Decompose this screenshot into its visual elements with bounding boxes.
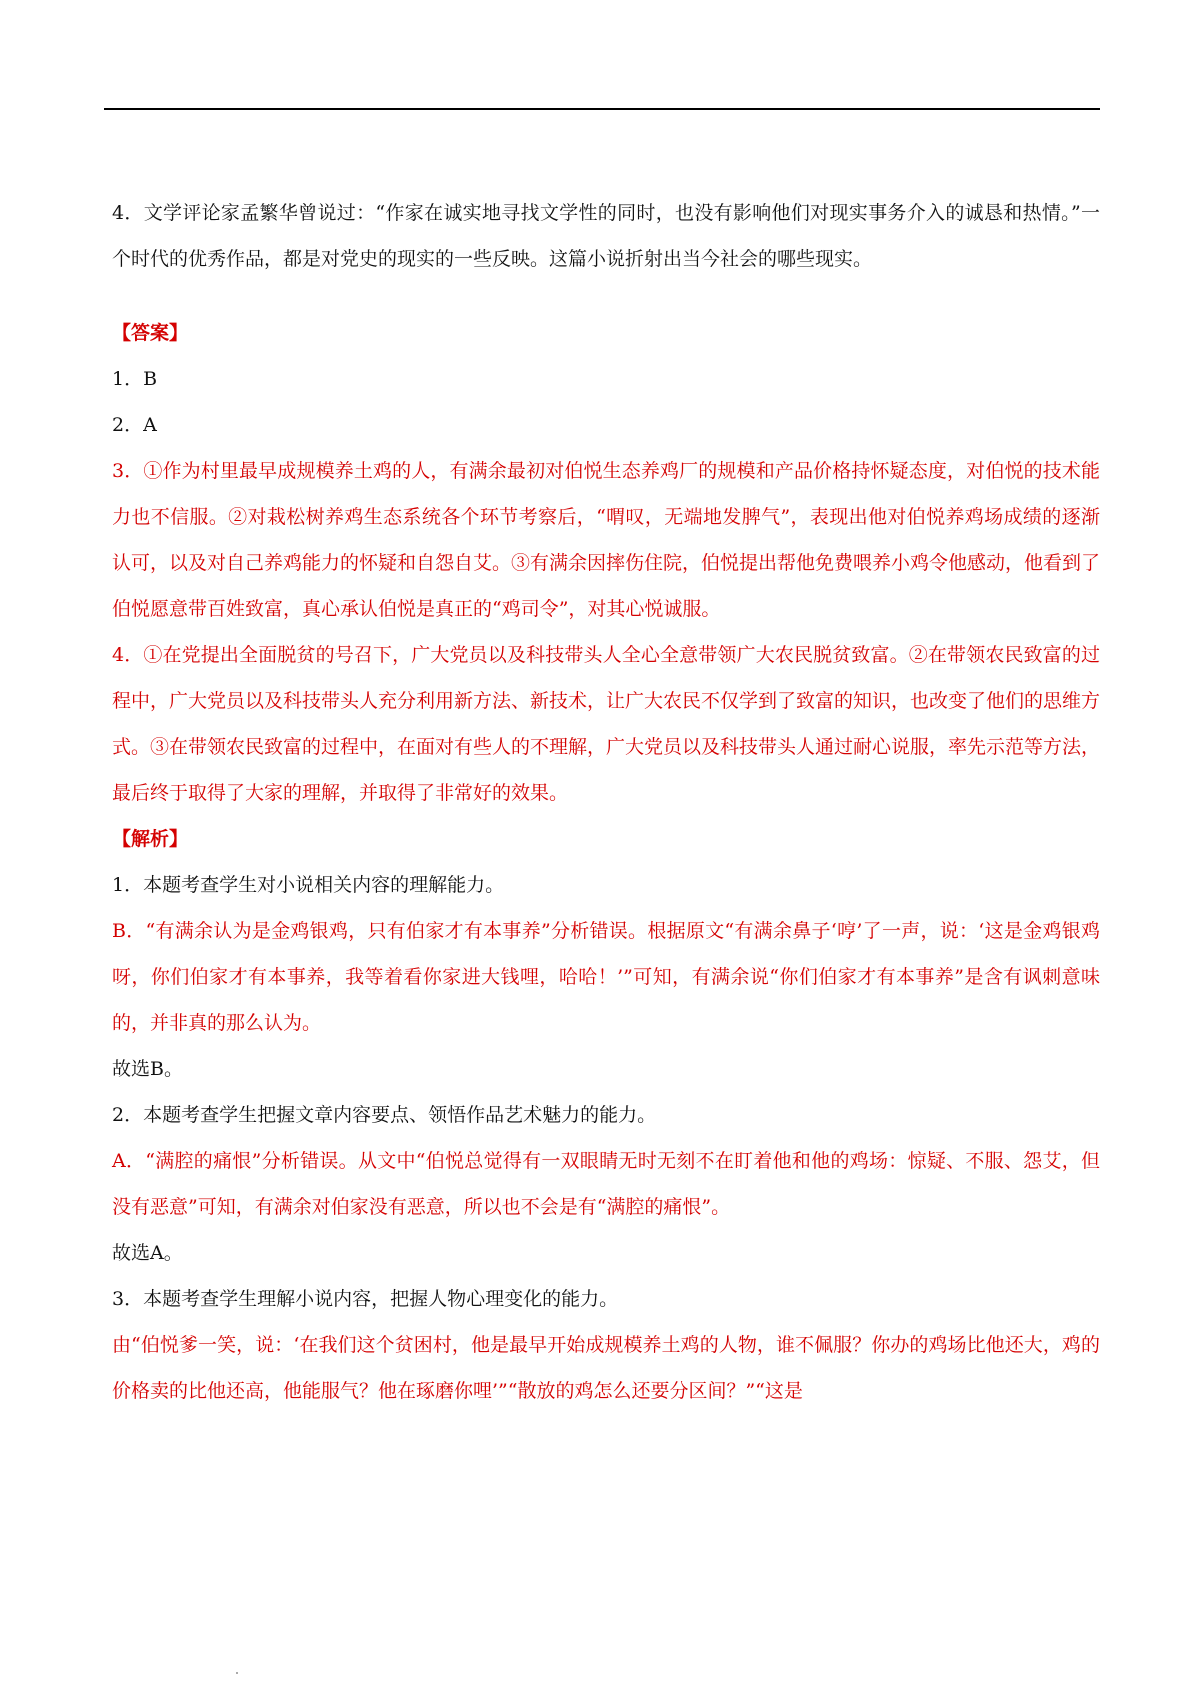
analysis-1-body: B．“有满余认为是金鸡银鸡，只有伯家才有本事养”分析错误。根据原文“有满余鼻子‘哼’了一声，说：‘这是金鸡银鸡呀，你们伯家才有本事养，我等着看你家进大钱哩，哈哈！’”可知，有满余说“你们伯家才有本事养”是含有讽刺意味的，并非真的那么认为。 bbox=[112, 920, 1100, 1034]
header-rule bbox=[104, 108, 1100, 110]
analysis-2-intro: 2．本题考查学生把握文章内容要点、领悟作品艺术魅力的能力。 bbox=[112, 1104, 657, 1126]
analysis-3-intro: 3．本题考查学生理解小说内容，把握人物心理变化的能力。 bbox=[112, 1288, 619, 1310]
answer-heading: 【答案】 bbox=[112, 322, 189, 344]
answer-1: 1．B bbox=[112, 368, 158, 390]
analysis-2-choice: 故选A。 bbox=[112, 1242, 183, 1264]
analysis-heading: 【解析】 bbox=[112, 828, 189, 850]
document-content bbox=[112, 190, 1100, 1414]
answer-3: 3．①作为村里最早成规模养土鸡的人，有满余最初对伯悦生态养鸡厂的规模和产品价格持怀疑态度，对伯悦的技术能力也不信服。②对栽松树养鸡生态系统各个环节考察后，“喟叹，无端地发脾气”，表现出他对伯悦养鸡场成绩的逐渐认可，以及对自己养鸡能力的怀疑和自怨自艾。③有满余因摔伤住院，伯悦提出帮他免费喂养小鸡令他感动，他看到了伯悦愿意带百姓致富，真心承认伯悦是真正的“鸡司令”，对其心悦诚服。 bbox=[112, 460, 1101, 620]
analysis-2-body: A．“满腔的痛恨”分析错误。从文中“伯悦总觉得有一双眼睛无时无刻不在盯着他和他的鸡场：惊疑、不服、怨艾，但没有恶意”可知，有满余对伯家没有恶意，所以也不会是有“满腔的痛恨”。 bbox=[112, 1150, 1100, 1218]
answer-2: 2．A bbox=[112, 414, 157, 436]
question-4: 4．文学评论家孟繁华曾说过：“作家在诚实地寻找文学性的同时，也没有影响他们对现实事务介入的诚恳和热情。”一个时代的优秀作品，都是对党史的现实的一些反映。这篇小说折射出当今社会的哪些现实。 bbox=[112, 202, 1100, 270]
answer-4: 4．①在党提出全面脱贫的号召下，广大党员以及科技带头人全心全意带领广大农民脱贫致富。②在带领农民致富的过程中，广大党员以及科技带头人充分利用新方法、新技术，让广大农民不仅学到了致富的知识，也改变了他们的思维方式。③在带领农民致富的过程中，在面对有些人的不理解，广大党员以及科技带头人通过耐心说服，率先示范等方法，最后终于取得了大家的理解，并取得了非常好的效果。 bbox=[112, 644, 1101, 804]
analysis-1-choice: 故选B。 bbox=[112, 1058, 183, 1080]
analysis-1-intro: 1．本题考查学生对小说相关内容的理解能力。 bbox=[112, 874, 505, 896]
footer-mark bbox=[236, 1672, 238, 1674]
analysis-3-body: 由“伯悦爹一笑，说：‘在我们这个贫困村，他是最早开始成规模养土鸡的人物，谁不佩服？你办的鸡场比他还大，鸡的价格卖的比他还高，他能服气？他在琢磨你哩’”“散放的鸡怎么还要分区间？”“这是 bbox=[112, 1334, 1100, 1402]
